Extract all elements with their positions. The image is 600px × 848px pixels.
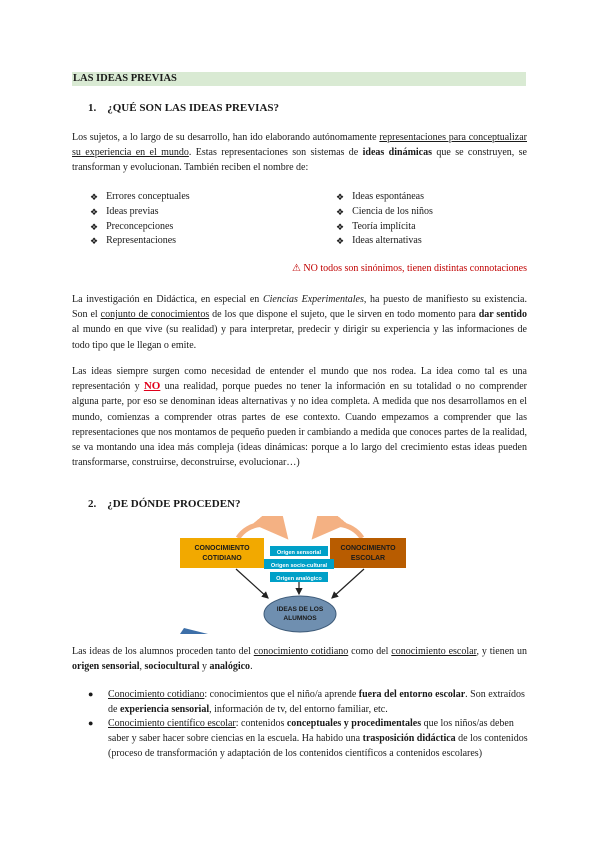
underlined-phrase: representaciones para conceptualizar su experiencia en el mundo — [72, 132, 528, 159]
arrow-right-to-ideas — [332, 569, 364, 598]
list-item — [90, 234, 190, 249]
synonyms-list-right — [336, 190, 433, 249]
box-school-label-2: ESCOLAR — [350, 555, 386, 562]
paragraph-dynamic-ideas — [72, 364, 527, 470]
section-1-title: ¿QUÉ SON LAS IDEAS PREVIAS? — [107, 102, 280, 114]
diamond-bullet-icon: ❖ — [90, 206, 99, 217]
text-run: como del — [348, 646, 392, 657]
text-run: , y tienen un — [476, 646, 528, 657]
italic-phrase: Ciencias Experimentales — [262, 294, 364, 305]
arrow-left-to-ideas — [236, 569, 268, 598]
synonyms-list-left — [90, 190, 190, 249]
list-item-label: Teoría implícita — [352, 220, 416, 232]
diamond-bullet-icon: ❖ — [336, 192, 345, 202]
list-item-label: Representaciones — [106, 235, 177, 247]
bold-phrase: dar sentido — [478, 309, 527, 321]
list-item — [90, 205, 190, 220]
box-everyday-label-2: COTIDIANO — [202, 555, 242, 562]
list-item-label: Errores conceptuales — [106, 191, 190, 202]
ideas-ellipse — [264, 596, 336, 632]
list-item — [90, 220, 190, 235]
diamond-bullet-icon: ❖ — [336, 221, 345, 232]
origin-sensorial-label: Origen sensorial — [276, 550, 322, 556]
section-2-number: 2. — [88, 498, 97, 510]
paragraph-research — [72, 292, 527, 353]
origin-sociocultural-label: Origen socio-cultural — [270, 563, 328, 569]
text-run: La investigación en Didáctica, en especial en — [72, 294, 263, 305]
bullet-everyday-knowledge — [88, 687, 528, 717]
diamond-bullet-icon: ❖ — [90, 192, 99, 202]
list-item-label: Ideas previas — [106, 205, 159, 217]
document-title: LAS IDEAS PREVIAS — [72, 72, 526, 86]
diamond-bullet-icon: ❖ — [336, 206, 345, 217]
bold-phrase: conceptuales y procedimentales — [286, 718, 422, 729]
bold-phrase: sociocultural — [144, 661, 200, 673]
bullet-text — [108, 716, 528, 762]
round-bullet-icon: ● — [88, 689, 94, 699]
round-bullet-icon: ● — [88, 718, 94, 728]
bullet-text — [108, 687, 528, 717]
bold-phrase: ideas dinámicas — [362, 147, 433, 159]
list-item-label: Ideas alternativas — [352, 235, 422, 247]
ideas-label-2: ALUMNOS — [283, 615, 317, 622]
decorative-wedge — [180, 628, 208, 634]
underlined-phrase: conjunto de conocimientos — [100, 309, 210, 321]
list-item — [336, 234, 433, 249]
text-run: al mundo en que vive (su realidad) y para interpretar, predecir y dirigir su experiencia y las informaciones de todo tipo que le llegan o emite. — [72, 324, 527, 351]
text-run: y — [199, 661, 210, 673]
ideas-label-1: IDEAS DE LOS — [276, 606, 324, 613]
box-school-label-1: CONOCIMIENTO — [340, 545, 396, 552]
diamond-bullet-icon: ❖ — [90, 236, 99, 247]
underlined-phrase: Conocimiento cotidiano — [108, 689, 205, 700]
emphasis-no: NO — [143, 380, 161, 393]
text-run: , información de tv, del entorno familiar, etc. — [209, 704, 388, 716]
bold-phrase: experiencia sensorial — [119, 704, 210, 716]
list-item — [336, 220, 433, 235]
bold-phrase: fuera del entorno escolar — [358, 689, 466, 700]
box-everyday-knowledge — [180, 538, 264, 568]
bold-phrase: analógico — [209, 661, 251, 673]
box-everyday-label-1: CONOCIMIENTO — [194, 545, 250, 552]
section-2-heading — [88, 498, 240, 510]
paragraph-definition — [72, 130, 527, 176]
text-run: Las ideas de los alumnos proceden tanto del — [72, 646, 254, 657]
warning-note: ⚠ NO todos son sinónimos, tienen distintas connotaciones — [291, 263, 527, 274]
text-run: Los sujetos, a lo largo de su desarrollo, han ido elaborando autónomamente — [72, 132, 380, 143]
curved-arrow-left — [238, 524, 282, 538]
text-run: Las ideas siempre surgen como necesidad de entender el mundo que nos rodea. La idea como tal es una representación y — [72, 366, 527, 393]
bold-phrase: trasposición didáctica — [362, 733, 456, 745]
text-run: de los contenidos (proceso de transformación y adaptación de los contenidos científicos a contenidos escolares) — [108, 733, 528, 760]
section-1-number: 1. — [88, 102, 97, 114]
text-run: de los que dispone el sujeto, que le sirven en todo momento para — [209, 309, 479, 321]
text-run: una realidad, porque puedes no tener la información en su totalidad o no comprender alguna parte, por eso se denominan ideas alternativas y no idea completa. A medida que nos desarrollamos en el mundo, comienzas a comprender otras partes de ese contexto. Cuando empezamos a comprender que las representaciones que nos montamos de pequeño pueden ir cambiando a medida que conoces partes de la realidad, se va montando una idea más compleja (ideas dinámicas: porque a lo largo del crecimiento estas ideas pueden transformarse, construirse, deconstruirse, evolucionar…) — [72, 381, 527, 469]
text-run: , — [139, 661, 145, 673]
list-item-label: Ciencia de los niños — [352, 205, 433, 217]
origin-analogical-label: Origen analógico — [276, 576, 322, 582]
list-item — [90, 190, 190, 205]
section-1-heading — [88, 102, 279, 114]
text-run: : conocimientos que el niño/a aprende — [204, 689, 359, 700]
list-item — [336, 190, 433, 205]
bold-phrase: origen sensorial — [72, 661, 140, 673]
origins-diagram — [180, 516, 420, 634]
list-item — [336, 205, 433, 220]
underlined-phrase: conocimiento escolar — [391, 646, 477, 657]
paragraph-origins — [72, 644, 527, 674]
curved-arrow-right — [318, 524, 362, 538]
text-run: : contenidos — [235, 718, 287, 729]
underlined-phrase: conocimiento cotidiano — [253, 646, 349, 657]
list-item-label: Preconcepciones — [106, 220, 174, 232]
diamond-bullet-icon: ❖ — [90, 221, 99, 232]
box-school-knowledge — [330, 538, 406, 568]
text-run: que se construyen, se transforman y evolucionan. También reciben el nombre de: — [72, 147, 527, 174]
text-run: . — [250, 661, 253, 673]
text-run: que los niños/as deben saber y saber hacer sobre ciencias en la escuela. Ha habido una — [108, 718, 514, 745]
text-run: , ha puesto de manifiesto su existencia. Son el — [72, 294, 527, 321]
text-run: . Estas representaciones son sistemas de — [188, 147, 363, 159]
underlined-phrase: Conocimiento científico escolar — [108, 718, 236, 729]
diamond-bullet-icon: ❖ — [336, 236, 345, 247]
text-run: . Son extraídos de — [108, 689, 525, 716]
section-2-title: ¿DE DÓNDE PROCEDEN? — [107, 498, 241, 510]
list-item-label: Ideas espontáneas — [352, 191, 424, 202]
bullet-school-knowledge — [88, 716, 528, 762]
